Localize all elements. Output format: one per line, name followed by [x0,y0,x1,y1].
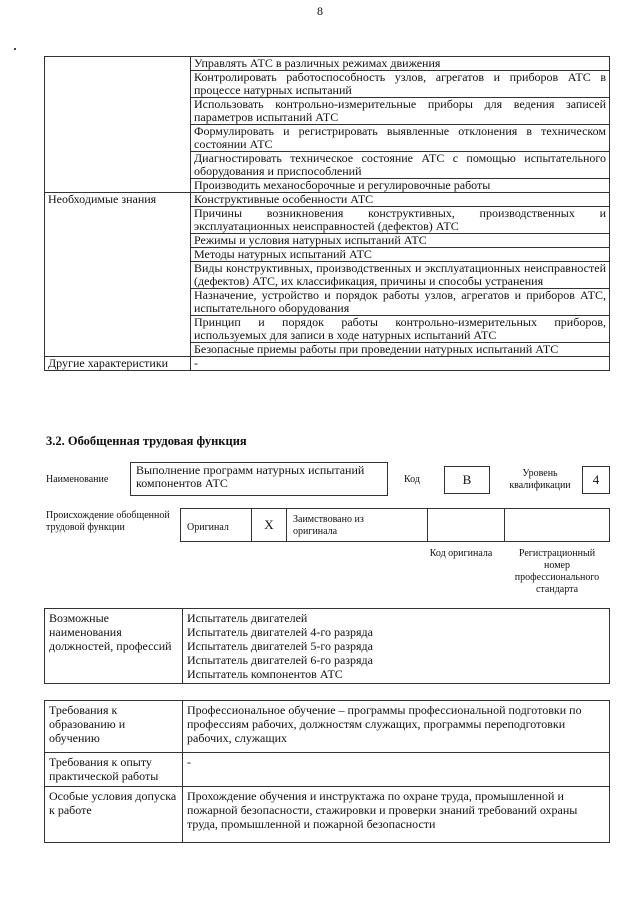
level-value: 4 [582,466,610,494]
skill-item: Контролировать работоспособность узлов, агрегатов и приборов АТС в процессе натурных испытаний [191,71,610,98]
requirements-table [44,700,610,843]
education-value: Профессиональное обучение – программы профессиональной подготовки по профессиям рабочих, должностям служащих, программы переподготовки рабочих, служащих [183,701,610,753]
positions-list [183,609,610,684]
knowledge-item: Режимы и условия натурных испытаний АТС [191,234,610,248]
reg-number-cell [505,509,609,541]
table-row [45,57,610,71]
name-label: Наименование [46,474,109,485]
knowledge-label: Необходимые знания [45,193,191,357]
code-label: Код [404,474,420,485]
education-label: Требования к образованию и обучению [45,701,183,753]
knowledge-item: Принцип и порядок работы контрольно-измерительных приборов, используемых для записи в ходе натурных испытаний АТС [191,316,610,343]
skill-item: Управлять АТС в различных режимах движения [191,57,610,71]
knowledge-item: Причины возникновения конструктивных, производственных и эксплуатационных неисправностей (дефектов) АТС [191,207,610,234]
table-row [45,701,610,753]
table-row [45,357,610,371]
knowledge-item: Назначение, устройство и порядок работы узлов, агрегатов и приборов АТС, испытательного оборудования [191,289,610,316]
code-original-caption: Код оригинала [429,548,493,559]
original-mark: X [252,509,287,541]
name-value: Выполнение программ натурных испытаний компонентов АТС [130,462,388,496]
skill-item: Производить механосборочные и регулировочные работы [191,179,610,193]
knowledge-item: Методы натурных испытаний АТС [191,248,610,262]
table-row [45,787,610,843]
other-label: Другие характеристики [45,357,191,371]
table-row [45,753,610,787]
list-item: Испытатель двигателей [187,611,308,625]
borrowed-label: Заимствовано из оригинала [293,514,364,537]
origin-box [180,508,610,542]
access-conditions-label: Особые условия допуска к работе [45,787,183,843]
knowledge-item: Конструктивные особенности АТС [191,193,610,207]
knowledge-item: Виды конструктивных, производственных и эксплуатационных неисправностей (дефектов) АТС, их классификация, причины и способы устранения [191,262,610,289]
code-value: B [444,466,490,494]
positions-table [44,608,610,684]
experience-value: - [183,753,610,787]
reg-number-caption: Регистрационный номер профессионального стандарта [514,548,600,595]
code-original-cell [428,509,505,541]
list-item: Испытатель двигателей 4-го разряда [187,625,373,639]
section-title: 3.2. Обобщенная трудовая функция [46,434,247,448]
knowledge-item: Безопасные приемы работы при проведении натурных испытаний АТС [191,343,610,357]
original-cell [181,509,252,541]
scan-dot [14,48,16,50]
skills-label-cell [45,57,191,193]
list-item: Испытатель двигателей 6-го разряда [187,653,373,667]
page-number: 8 [317,4,323,18]
original-label: Оригинал [187,522,229,533]
other-value: - [191,357,610,371]
knowledge-table [44,56,610,371]
experience-label: Требования к опыту практической работы [45,753,183,787]
access-conditions-value: Прохождение обучения и инструктажа по охране труда, промышленной и пожарной безопасности, стажировки и проверки знаний требований охраны труда, промышленной и пожарной безопасности [183,787,610,843]
table-row [45,609,610,684]
skill-item: Использовать контрольно-измерительные приборы для ведения записей параметров испытаний АТС [191,98,610,125]
level-label: Уровень квалификации [509,468,571,491]
origin-label: Происхождение обобщенной трудовой функции [46,510,170,533]
borrowed-cell [287,509,428,541]
skill-item: Диагностировать техническое состояние АТС с помощью испытательного оборудования и приспособлений [191,152,610,179]
list-item: Испытатель компонентов АТС [187,667,343,681]
skill-item: Формулировать и регистрировать выявленные отклонения в техническом состоянии АТС [191,125,610,152]
positions-label: Возможные наименования должностей, профессий [45,609,183,684]
table-row [45,193,610,207]
list-item: Испытатель двигателей 5-го разряда [187,639,373,653]
